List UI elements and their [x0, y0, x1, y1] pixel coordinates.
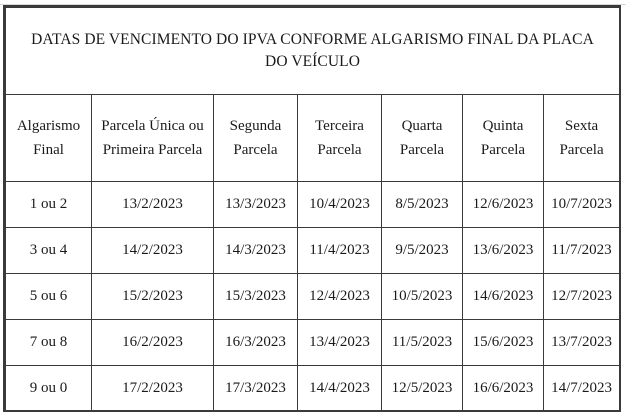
- due-date-cell: 10/7/2023: [544, 182, 620, 228]
- column-header-quinta-parcela: Quinta Parcela: [463, 95, 544, 182]
- plate-digits-cell: 1 ou 2: [6, 182, 92, 228]
- ipva-table-frame: [3, 5, 621, 412]
- due-date-cell: 12/6/2023: [463, 182, 544, 228]
- due-date-cell: 11/5/2023: [382, 320, 463, 366]
- due-date-cell: 16/3/2023: [214, 320, 298, 366]
- table-row: [6, 366, 620, 412]
- due-date-cell: 10/4/2023: [298, 182, 382, 228]
- table-row: [6, 274, 620, 320]
- title-row: [6, 8, 620, 95]
- ipva-due-dates-table: [5, 7, 620, 412]
- due-date-cell: 17/3/2023: [214, 366, 298, 412]
- column-header-sexta-parcela: Sexta Parcela: [544, 95, 620, 182]
- column-header-algarismo-final: Algarismo Final: [6, 95, 92, 182]
- due-date-cell: 14/7/2023: [544, 366, 620, 412]
- header-row: [6, 95, 620, 182]
- due-date-cell: 13/2/2023: [92, 182, 214, 228]
- table-title: DATAS DE VENCIMENTO DO IPVA CONFORME ALGARISMO FINAL DA PLACA DO VEÍCULO: [6, 8, 620, 95]
- due-date-cell: 13/7/2023: [544, 320, 620, 366]
- due-date-cell: 15/6/2023: [463, 320, 544, 366]
- due-date-cell: 14/6/2023: [463, 274, 544, 320]
- due-date-cell: 15/2/2023: [92, 274, 214, 320]
- plate-digits-cell: 7 ou 8: [6, 320, 92, 366]
- due-date-cell: 17/2/2023: [92, 366, 214, 412]
- table-row: [6, 228, 620, 274]
- due-date-cell: 10/5/2023: [382, 274, 463, 320]
- plate-digits-cell: 5 ou 6: [6, 274, 92, 320]
- due-date-cell: 16/6/2023: [463, 366, 544, 412]
- due-date-cell: 14/2/2023: [92, 228, 214, 274]
- plate-digits-cell: 9 ou 0: [6, 366, 92, 412]
- due-date-cell: 11/7/2023: [544, 228, 620, 274]
- column-header-quarta-parcela: Quarta Parcela: [382, 95, 463, 182]
- table-row: [6, 182, 620, 228]
- due-date-cell: 13/6/2023: [463, 228, 544, 274]
- due-date-cell: 8/5/2023: [382, 182, 463, 228]
- due-date-cell: 12/7/2023: [544, 274, 620, 320]
- due-date-cell: 12/5/2023: [382, 366, 463, 412]
- table-row: [6, 320, 620, 366]
- due-date-cell: 14/3/2023: [214, 228, 298, 274]
- due-date-cell: 9/5/2023: [382, 228, 463, 274]
- column-header-primeira-parcela: Parcela Única ou Primeira Parcela: [92, 95, 214, 182]
- due-date-cell: 13/3/2023: [214, 182, 298, 228]
- plate-digits-cell: 3 ou 4: [6, 228, 92, 274]
- due-date-cell: 15/3/2023: [214, 274, 298, 320]
- due-date-cell: 12/4/2023: [298, 274, 382, 320]
- due-date-cell: 13/4/2023: [298, 320, 382, 366]
- column-header-terceira-parcela: Terceira Parcela: [298, 95, 382, 182]
- due-date-cell: 16/2/2023: [92, 320, 214, 366]
- due-date-cell: 11/4/2023: [298, 228, 382, 274]
- column-header-segunda-parcela: Segunda Parcela: [214, 95, 298, 182]
- due-date-cell: 14/4/2023: [298, 366, 382, 412]
